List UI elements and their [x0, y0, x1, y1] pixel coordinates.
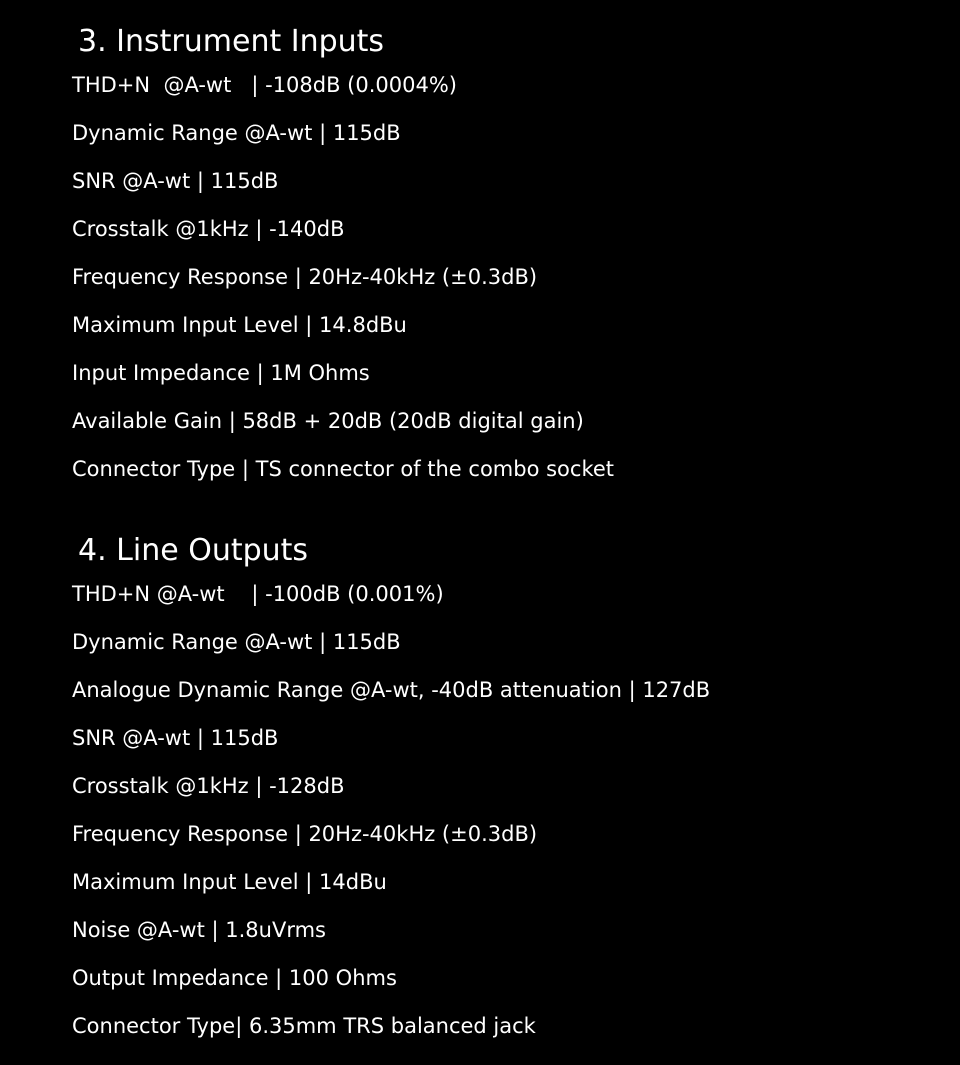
spec-line: Noise @A-wt | 1.8uVrms [72, 918, 326, 942]
spec-line: Connector Type | TS connector of the combo socket [72, 457, 615, 481]
section-title: 3. Instrument Inputs [78, 24, 385, 59]
spec-line: Dynamic Range @A-wt | 115dB [72, 630, 401, 654]
spec-line: Maximum Input Level | 14.8dBu [72, 313, 407, 337]
spec-line: Crosstalk @1kHz | -128dB [72, 774, 345, 798]
spec-line: Dynamic Range @A-wt | 115dB [72, 121, 401, 145]
spec-line: Crosstalk @1kHz | -140dB [72, 217, 345, 241]
spec-line: Maximum Input Level | 14dBu [72, 870, 387, 894]
spec-list [72, 582, 710, 1062]
spec-line: Frequency Response | 20Hz-40kHz (±0.3dB) [72, 822, 538, 846]
spec-line: Frequency Response | 20Hz-40kHz (±0.3dB) [72, 265, 538, 289]
spec-line: Analogue Dynamic Range @A-wt, -40dB attenuation | 127dB [72, 678, 711, 702]
spec-line: SNR @A-wt | 115dB [72, 169, 279, 193]
spec-line: THD+N @A-wt | -100dB (0.001%) [72, 582, 444, 606]
spec-line: THD+N @A-wt | -108dB (0.0004%) [72, 73, 458, 97]
section-title: 4. Line Outputs [78, 533, 309, 568]
spec-line: Input Impedance | 1M Ohms [72, 361, 370, 385]
spec-line: SNR @A-wt | 115dB [72, 726, 279, 750]
spec-line: Available Gain | 58dB + 20dB (20dB digital gain) [72, 409, 584, 433]
spec-line: Output Impedance | 100 Ohms [72, 966, 397, 990]
spec-line: Connector Type| 6.35mm TRS balanced jack [72, 1014, 536, 1038]
spec-list [72, 73, 614, 505]
